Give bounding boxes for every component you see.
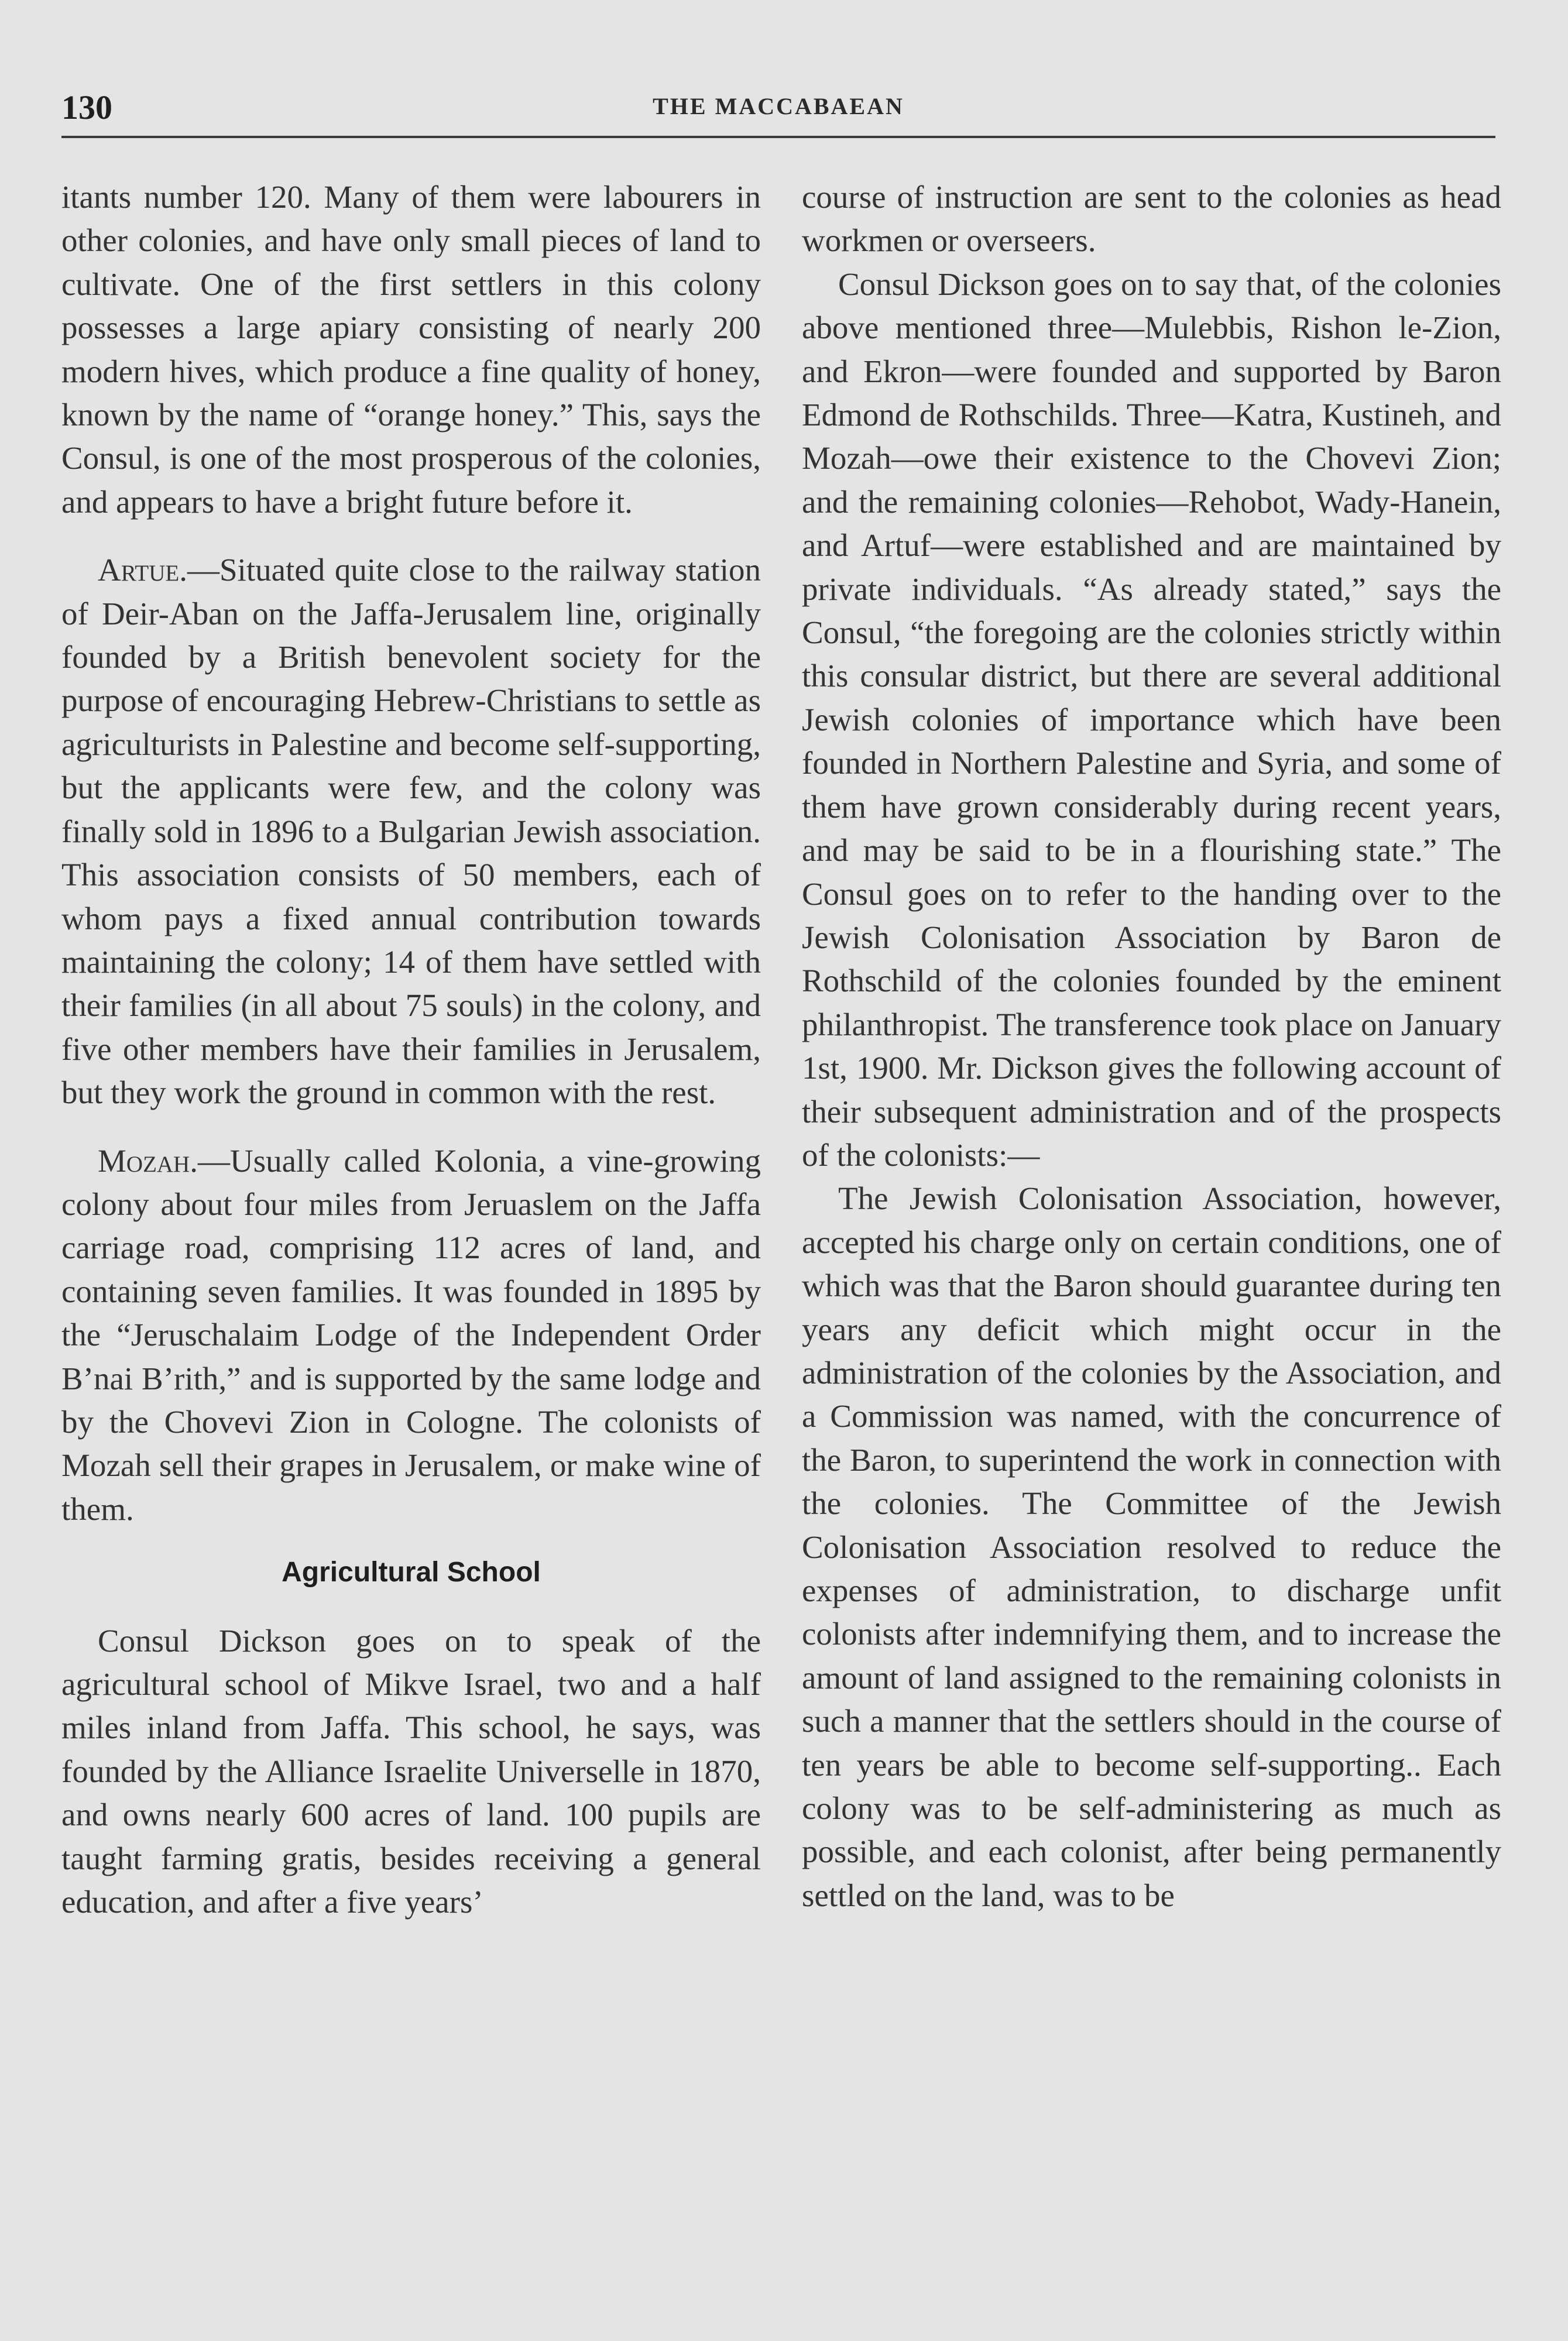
section-subheading: Agricultural School xyxy=(282,1557,541,1588)
section-heading-mozah: Mozah. xyxy=(98,1142,198,1179)
page-number: 130 xyxy=(61,88,112,126)
paragraph-mozah xyxy=(61,1139,761,1532)
paragraph: The Jewish Colonisation Association, however, accepted his charge only on certain conditions, one of which was that the Baron should guarantee during ten years any deficit which might occur in the administration of the colonies by the Association, and a Commission was named, with the concurrence of the Baron, to superintend the work in connection with the colonies. The Committee of the Jewish Colonisation Association resolved to reduce the expenses of administration, to discharge unfit colonists after indemnifying them, and to increase the amount of land assigned to the remaining colonists in such a manner that the settlers should in the course of ten years be able to become self-supporting.. Each colony was to be self-administering as much as possible, and each colonist, after being permanently settled on the land, was to be xyxy=(802,1180,1501,1913)
paragraph-text: —Usually called Kolonia, a vine-growing colony about four miles from Jeruaslem on the Jaffa carriage road, comprising 112 acres of land, and containing seven families. It was founded in 1895 by the “Jeruschalaim Lodge of the Independent Order B’nai B’rith,” and is supported by the same lodge and by the Chovevi Zion in Cologne. The colonists of Mozah sell their grapes in Jerusalem, or make wine of them. xyxy=(61,1142,761,1527)
left-column xyxy=(61,176,761,1924)
running-title: THE MACCABAEAN xyxy=(653,93,904,119)
paragraph: course of instruction are sent to the colonies as head workmen or overseers. xyxy=(802,179,1501,259)
paragraph-text: —Situated quite close to the railway station of Deir-Aban on the Jaffa-Jerusalem line, originally founded by a British benevolent society for the purpose of encouraging Hebrew-Christians to settle as agriculturists in Palestine and become self-supporting, but the applicants were few, and the colony was finally sold in 1896 to a Bulgarian Jewish association. This association consists of 50 members, each of whom pays a fixed annual contribution towards maintaining the colony; 14 of them have settled with their families (in all about 75 souls) in the colony, and five other members have their families in Jerusalem, but they work the ground in common with the rest. xyxy=(61,552,761,1111)
header-rule xyxy=(61,136,1495,138)
paragraph: Consul Dickson goes on to speak of the agricultural school of Mikve Israel, two and a half miles inland from Jaffa. This school, he says, was founded by the Alliance Israelite Universelle in 1870, and owns nearly 600 acres of land. 100 pupils are taught farming gratis, besides receiving a general education, and after a five years’ xyxy=(61,1622,761,1920)
page-header xyxy=(61,88,1495,135)
section-heading-artue: Artue. xyxy=(98,552,187,588)
paragraph: Consul Dickson goes on to say that, of the colonies above mentioned three—Mulebbis, Rishon le-Zion, and Ekron—were founded and supported by Baron Edmond de Rothschilds. Three—Katra, Kustineh, and Mozah—owe their existence to the Chovevi Zion; and the remaining colonies—Rehobot, Wady-Hanein, and Artuf—were established and are maintained by private individuals. “As already stated,” says the Consul, “the foregoing are the colonies strictly within this consular district, but there are several additional Jewish colonies of importance which have been founded in Northern Palestine and Syria, and some of them have grown considerably during recent years, and may be said to be in a flourishing state.” The Consul goes on to refer to the handing over to the Jewish Colonisation Association by Baron de Rothschild of the colonies founded by the eminent philanthropist. The transference took place on January 1st, 1900. Mr. Dickson gives the following account of their subsequent administration and of the prospects of the colonists:— xyxy=(802,266,1501,1173)
paragraph-artue xyxy=(61,548,761,1114)
right-column xyxy=(802,176,1501,1917)
paragraph: itants number 120. Many of them were labourers in other colonies, and have only small pieces of land to cultivate. One of the first settlers in this colony possesses a large apiary consisting of nearly 200 modern hives, which produce a fine quality of honey, known by the name of “orange honey.” This, says the Consul, is one of the most prosperous of the colonies, and appears to have a bright future before it. xyxy=(61,179,761,520)
